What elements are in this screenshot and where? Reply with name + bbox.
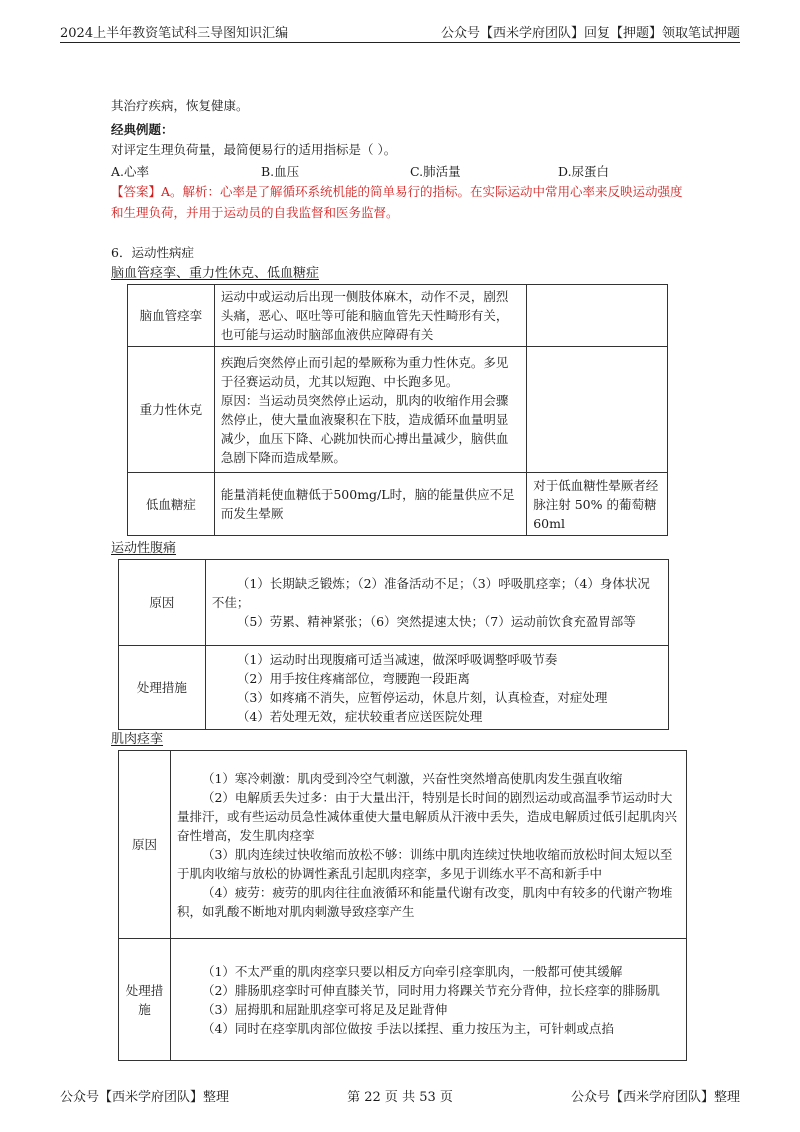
row-content: 疾跑后突然停止而引起的晕厥称为重力性休克。多见于径赛运动员，尤其以短跑、中长跑多见。 原因：当运动员突然停止运动，肌肉的收缩作用会骤然停止，使大量血液聚积在下肢，造成循环血量明显减少，血压下降、心跳加快而心搏出量减少，脑供血急剧下降而造成晕厥。 <box>214 347 526 473</box>
page-number: 第 22 页 共 53 页 <box>347 1090 453 1105</box>
table2 <box>118 559 669 730</box>
table2-title: 运动性腹痛 <box>111 541 177 556</box>
table-row <box>119 646 669 730</box>
table-row <box>119 560 669 646</box>
table-row <box>119 751 687 939</box>
answer-line-1: 【答案】A。解析：心率是了解循环系统机能的简单易行的指标。在实际运动中常用心率来反映运动强度 <box>111 184 683 199</box>
table-row <box>128 285 668 347</box>
option-d: D.尿蛋白 <box>558 164 610 179</box>
table-row <box>119 939 687 1061</box>
table3 <box>118 750 687 1061</box>
option-a: A.心率 <box>111 164 150 179</box>
footer-right: 公众号【西米学府团队】整理 <box>570 1090 740 1105</box>
footer-left: 公众号【西米学府团队】整理 <box>60 1090 230 1105</box>
row-label: 重力性休克 <box>128 347 215 473</box>
row-content: （1）运动时出现腹痛可适当减速，做深呼吸调整呼吸节奏 （2）用手按住疼痛部位，弯腰跑一段距离 （3）如疼痛不消失，应暂停运动，休息片刻，认真检查，对症处理 （4）若处理无效，症状较重者应送医院处理 <box>205 646 668 730</box>
header-right: 公众号【西米学府团队】回复【押题】领取笔试押题 <box>440 26 740 41</box>
example-heading: 经典例题： <box>111 122 174 137</box>
example-question: 对评定生理负荷量，最简便易行的适用指标是（ ）。 <box>111 142 397 157</box>
option-c: C.肺活量 <box>410 164 461 179</box>
table1 <box>127 284 668 536</box>
row-extra: 对于低血糖性晕厥者经脉注射 50% 的葡萄糖 60ml <box>527 473 668 536</box>
row-extra <box>527 285 668 347</box>
row-extra <box>527 347 668 473</box>
row-content: （1）寒冷刺激：肌肉受到冷空气刺激，兴奋性突然增高使肌肉发生强直收缩 （2）电解质丢失过多：由于大量出汗，特别是长时间的剧烈运动或高温季节运动时大量排汗，或有些运动员急性减体重使大量电解质从汗液中丢失，造成电解质过低引起肌肉兴奋性增高，发生肌肉痉挛 （3）肌肉连续过快收缩而放松不够：训练中肌肉连续过快地收缩而放松时间太短以至于肌肉收缩与放松的协调性紊乱引起肌肉痉挛，多见于训练水平不高和新手中 （4）疲劳：疲劳的肌肉往往血液循环和能量代谢有改变，肌肉中有较多的代谢产物堆积，如乳酸不断地对肌肉刺激导致痉挛产生 <box>170 751 686 939</box>
row-content: 运动中或运动后出现一侧肢体麻木，动作不灵，剧烈头痛，恶心、呕吐等可能和脑血管先天性畸形有关，也可能与运动时脑部血液供应障碍有关 <box>214 285 526 347</box>
answer-line-2: 和生理负荷，并用于运动员的自我监督和医务监督。 <box>111 205 399 220</box>
row-label: 低血糖症 <box>128 473 215 536</box>
table1-title: 脑血管痉挛、重力性休克、低血糖症 <box>111 266 320 281</box>
table-row <box>128 347 668 473</box>
header-left: 2024上半年教资笔试科三导图知识汇编 <box>60 26 289 41</box>
row-label: 脑血管痉挛 <box>128 285 215 347</box>
row-label: 处理措施 <box>119 646 206 730</box>
table3-title: 肌肉痉挛 <box>111 732 164 747</box>
table-row <box>128 473 668 536</box>
row-content: （1）不太严重的肌肉痉挛只要以相反方向牵引痉挛肌肉，一般都可使其缓解 （2）腓肠肌痉挛时可伸直膝关节，同时用力将踝关节充分背伸，拉长痉挛的腓肠肌 （3）屈拇肌和屈趾肌痉挛可将足及足趾背伸 （4）同时在痉挛肌肉部位做按 手法以揉捏、重力按压为主，可针刺或点掐 <box>170 939 686 1061</box>
row-label: 原因 <box>119 751 171 939</box>
row-content: （1）长期缺乏锻炼；（2）准备活动不足；（3）呼吸肌痉挛；（4）身体状况不佳； （5）劳累、精神紧张；（6）突然提速太快；（7）运动前饮食充盈胃部等 <box>205 560 668 646</box>
row-label: 处理措施 <box>119 939 171 1061</box>
row-label: 原因 <box>119 560 206 646</box>
header-rule <box>60 42 740 43</box>
intro-text: 其治疗疾病，恢复健康。 <box>111 98 249 113</box>
option-b: B.血压 <box>261 164 300 179</box>
row-content: 能量消耗使血糖低于500mg/L时，脑的能量供应不足而发生晕厥 <box>214 473 526 536</box>
section-title: 6．运动性病症 <box>111 245 194 260</box>
